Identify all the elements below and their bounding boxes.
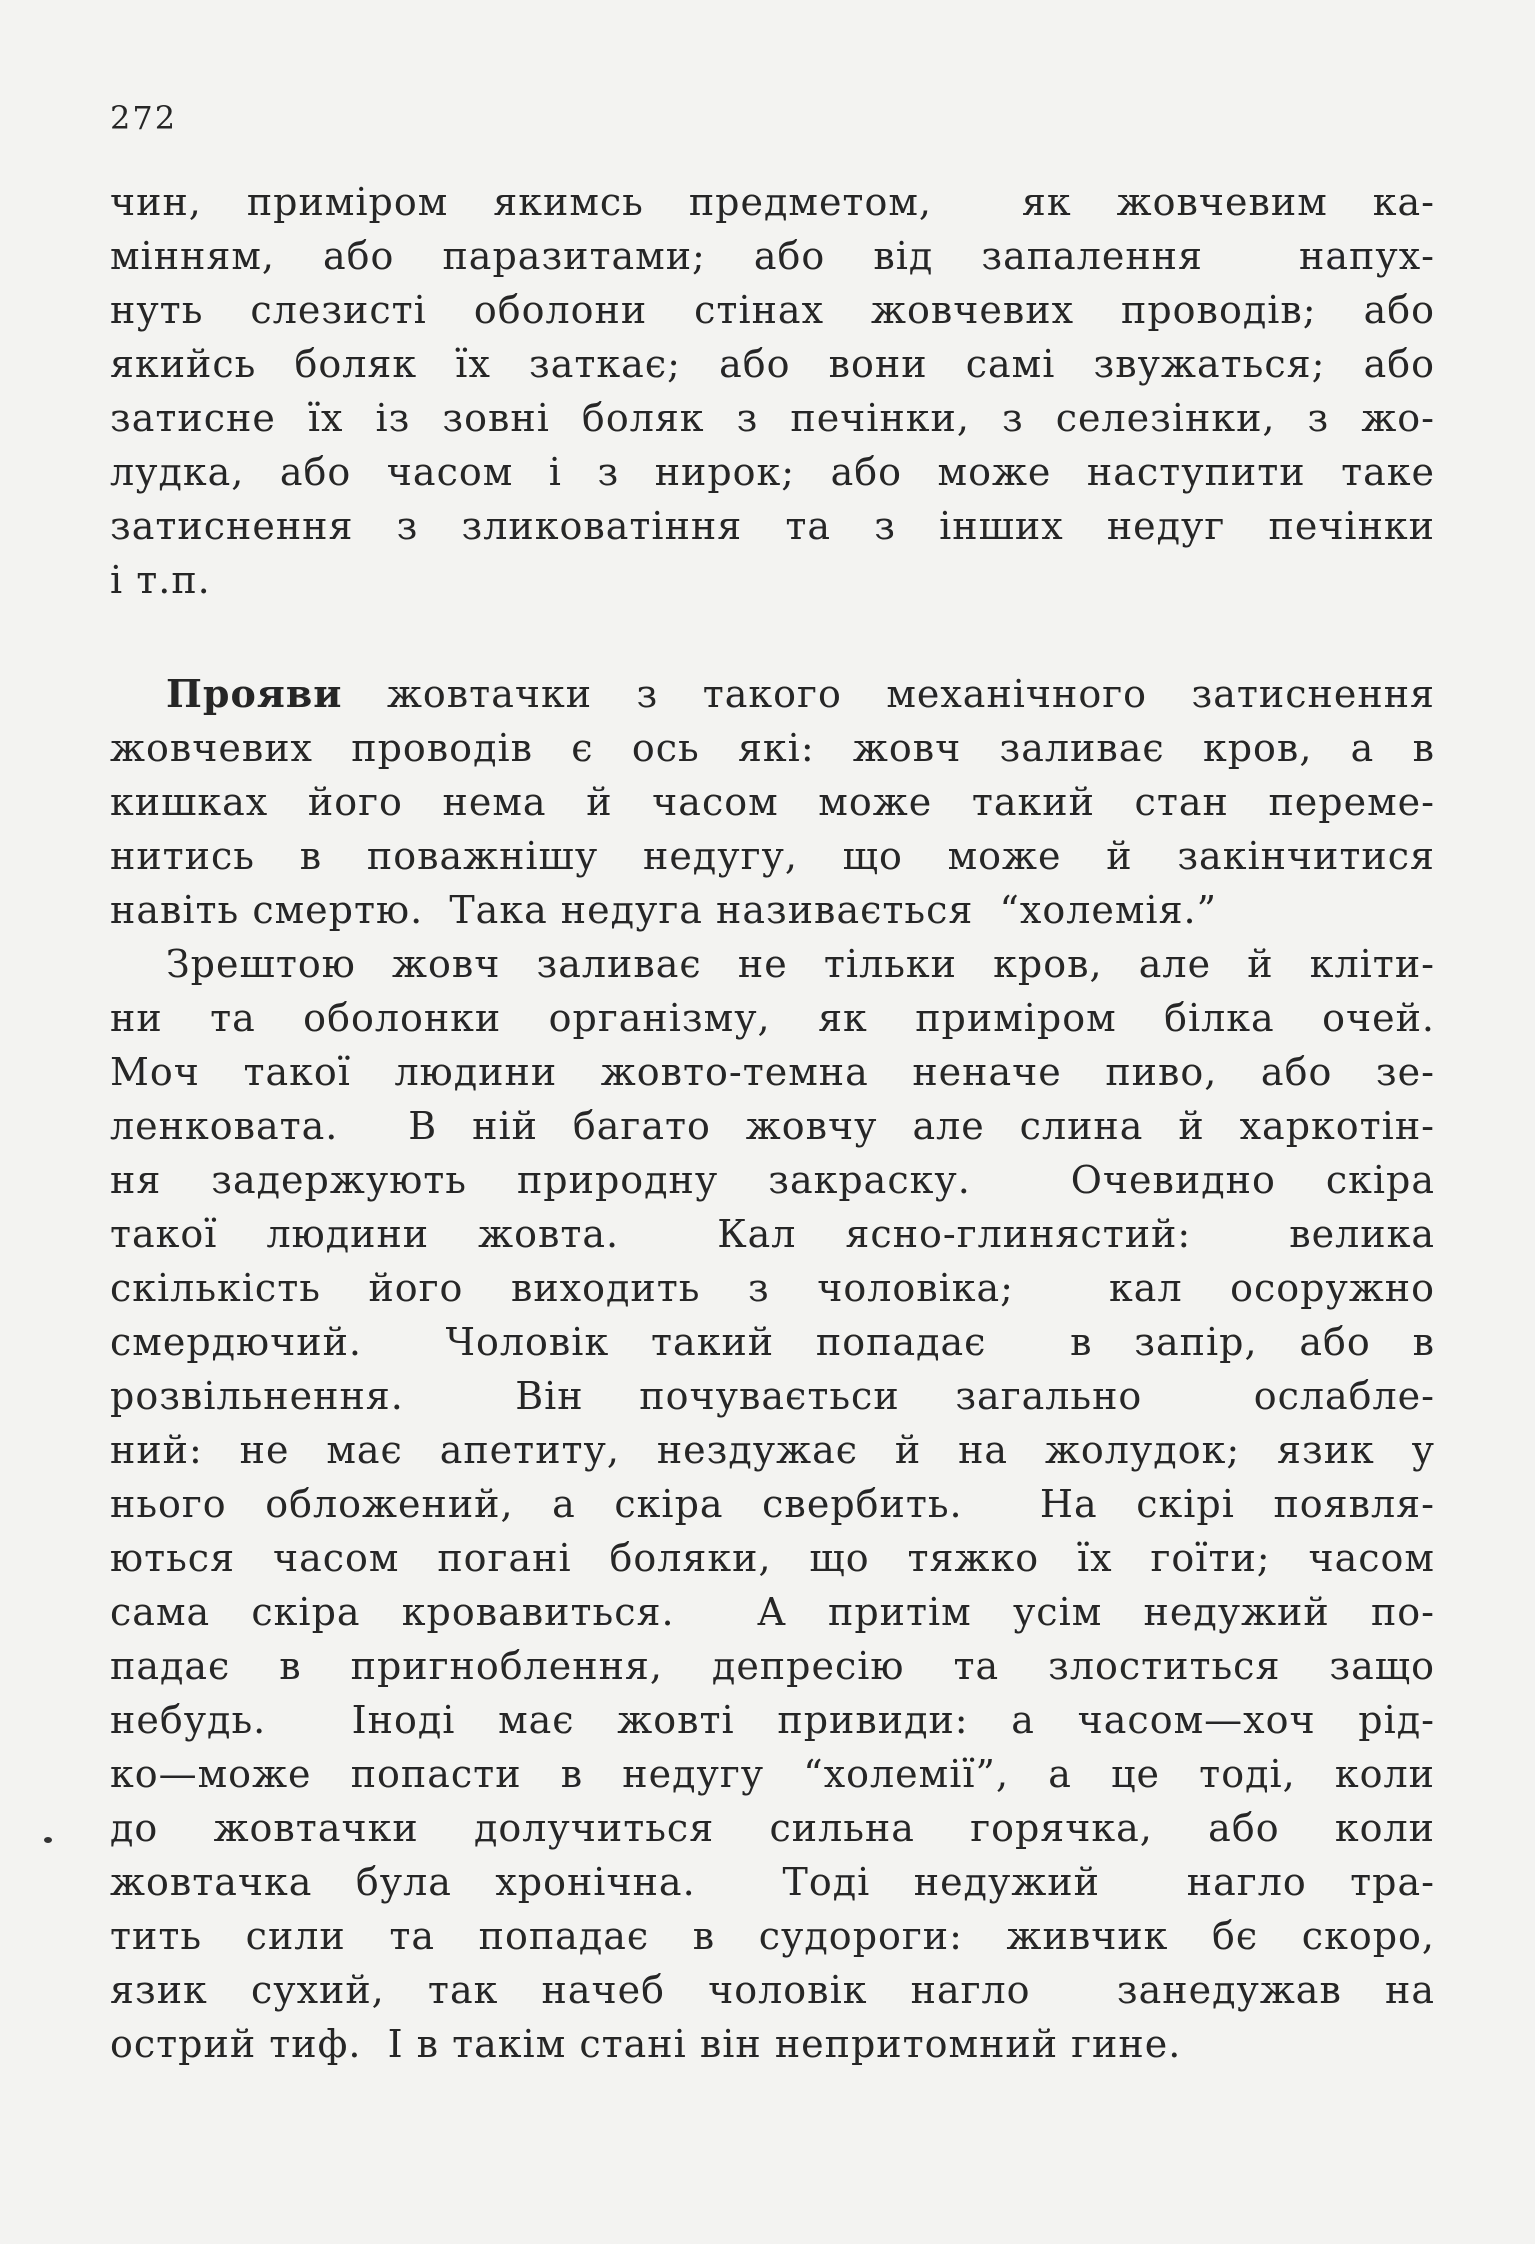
page-number: 272 <box>110 99 178 137</box>
text-line: жовтачка була хронічна. Тоді недужий нагло тра- <box>110 1860 1435 1904</box>
text-line: язик сухий, так начеб чоловік нагло занедужав на <box>110 1968 1435 2012</box>
text-line: і т.п. <box>110 558 211 602</box>
text-line: нитись в поважнішу недугу, що може й закінчитися <box>110 834 1435 878</box>
text-line: нуть слезисті оболони стінах жовчевих проводів; або <box>110 288 1435 332</box>
text-line: затиснення з зликоватіння та з інших недуг печінки <box>110 504 1435 548</box>
text-line: розвільнення. Він почуваєтьси загально ослабле- <box>110 1374 1435 1418</box>
text-line: ни та оболонки організму, як приміром білка очей. <box>110 996 1435 1040</box>
text-line: нього обложений, а скіра свербить. На скірі появля- <box>110 1482 1435 1526</box>
text-line: ня задержують природну закраску. Очевидно скіра <box>110 1158 1435 1202</box>
text-line-first <box>110 667 1435 721</box>
text-line: падає в пригноблення, депресію та злоститься защо <box>110 1644 1435 1688</box>
text-line: лудка, або часом і з нирок; або може наступити таке <box>110 450 1435 494</box>
text-line: скількість його виходить з чоловіка; кал осоружно <box>110 1266 1435 1310</box>
text-line: острий тиф. І в такім стані він непритомний гине. <box>110 2022 1182 2066</box>
text-line: тить сили та попадає в судороги: живчик бє скоро, <box>110 1914 1435 1958</box>
text-line: Моч такої людини жовто-темна неначе пиво, або зе- <box>110 1050 1435 1094</box>
text-line: до жовтачки долучиться сильна горячка, або коли <box>110 1806 1435 1850</box>
text-line: мінням, або паразитами; або від запалення напух- <box>110 234 1435 278</box>
text-line: небудь. Іноді має жовті привиди: а часом—хоч рід- <box>110 1698 1435 1742</box>
text-line: ко—може попасти в недугу “холемії”, а це тоді, коли <box>110 1752 1435 1796</box>
text-line: сама скіра кровавиться. А притім усім недужий по- <box>110 1590 1435 1634</box>
section-lead-word: Прояви <box>166 671 343 716</box>
text-line: ний: не має апетиту, нездужає й на жолудок; язик у <box>110 1428 1435 1472</box>
text-line-rest: жовтачки з такого механічного затиснення <box>342 672 1435 716</box>
paragraph-symptoms <box>110 667 1435 2071</box>
text-line: ленковата. В ній багато жовчу але слина й харкотін- <box>110 1104 1435 1148</box>
text-line: якийсь боляк їх заткає; або вони самі звужаться; або <box>110 342 1435 386</box>
text-line: смердючий. Чоловік такий попадає в запір, або в <box>110 1320 1435 1364</box>
text-line: чин, приміром якимсь предметом, як жовчевим ка- <box>110 180 1435 224</box>
text-line: такої людини жовта. Кал ясно-глинястий: велика <box>110 1212 1435 1256</box>
paragraph-causes <box>110 175 1435 607</box>
text-line: жовчевих проводів є ось які: жовч заливає кров, а в <box>110 726 1435 770</box>
text-line: затисне їх із зовні боляк з печінки, з селезінки, з жо- <box>110 396 1435 440</box>
text-line: ються часом погані боляки, що тяжко їх гоїти; часом <box>110 1536 1435 1580</box>
text-line: кишках його нема й часом може такий стан переме- <box>110 780 1435 824</box>
text-line: навіть смертю. Така недуга називається “холемія.” <box>110 888 1218 932</box>
text-line: Зрештою жовч заливає не тільки кров, але й кліти- <box>166 942 1435 986</box>
ink-speck <box>44 1837 52 1843</box>
